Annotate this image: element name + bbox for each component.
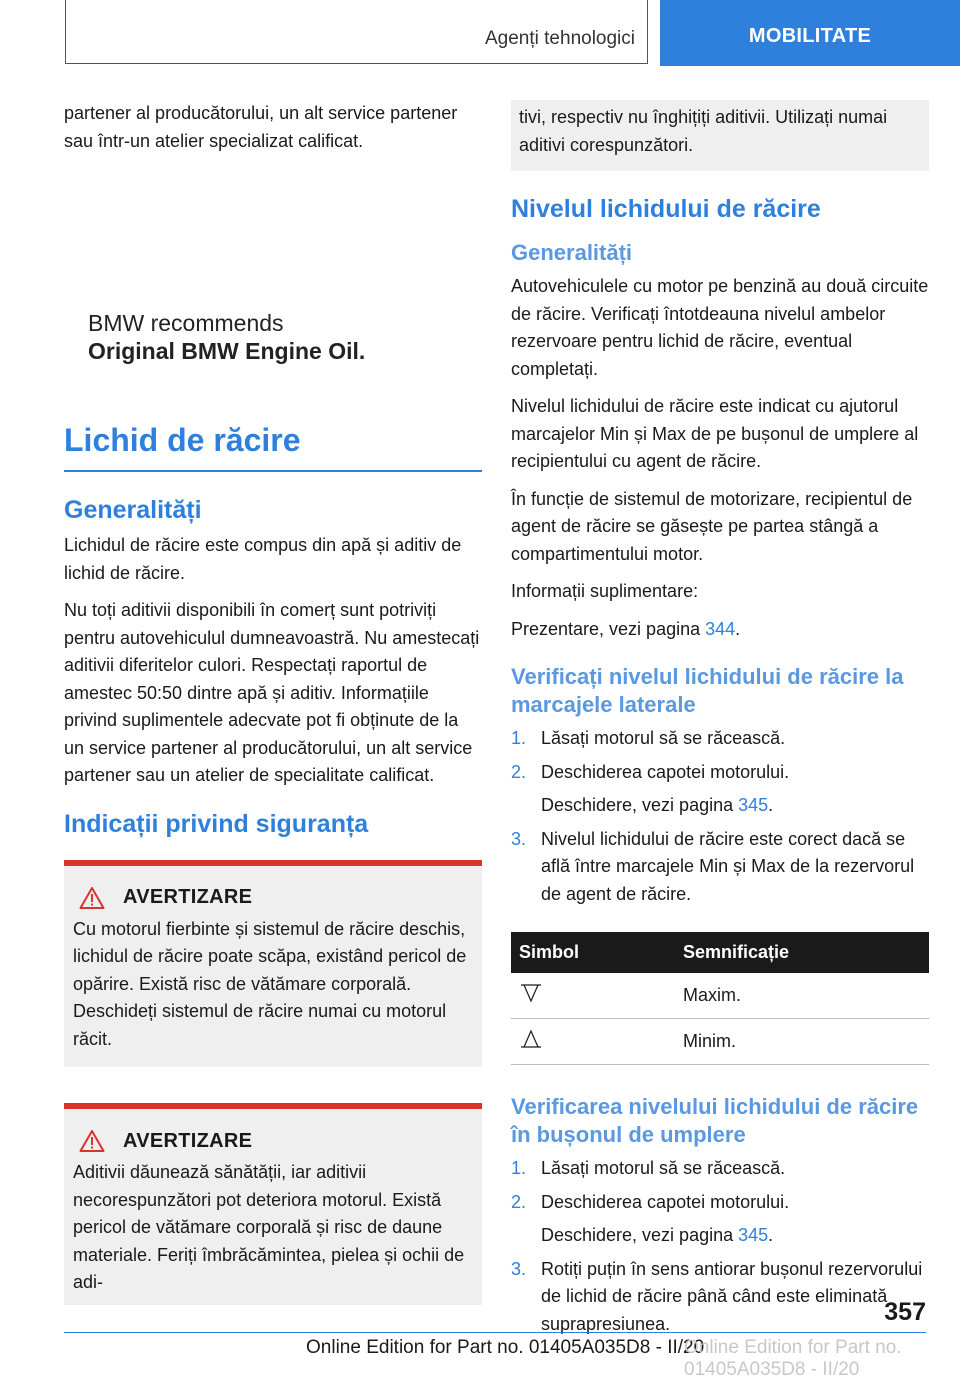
paragraph-composition: Lichidul de răcire este compus din apă și aditiv de lichid de răcire. <box>64 535 462 583</box>
paragraph-additives: Nu toți aditivii disponibili în comerț sunt potriviți pentru autovehiculul dumneavoastră. Nu amestecați aditivii diferitelor culori. Respectați raportul de amestec 50:50 dintre apă și aditiv. Informațiile privind suplimentele adecvate pot fi obținute de la un service partener al producătorului, un alt service partener sau un atelier de specialitate calificat. <box>64 600 480 785</box>
step-item: 1. Lăsați motorul să se răcească. <box>511 728 786 748</box>
page-link-345[interactable]: 345 <box>738 1225 769 1245</box>
subheading-coolant-level: Nivelul lichidului de răcire <box>511 195 821 223</box>
oil-advertisement <box>64 165 482 420</box>
header-chapter-tab[interactable]: MOBILITATE <box>660 0 960 66</box>
page-link-345[interactable]: 345 <box>738 795 769 815</box>
step-item: 1. Lăsați motorul să se răcească. <box>511 1158 786 1178</box>
subheading-cap-check: Verificarea nivelului lichidului de răcire în bușonul de umplere <box>511 1094 919 1147</box>
warning-box-2 <box>64 1103 482 1305</box>
warning-triangle-icon <box>79 1129 105 1153</box>
step-item: 3. Rotiți puțin în sens antiorar bușonul rezervorului de lichid de răcire până când este eliminată suprapresiunea. <box>511 1258 923 1334</box>
warning-text: Aditivii dăunează sănătății, iar aditivii necorespunzători pot deteriora motorul. Există pericol de vătămare corporală și risc de daune materiale. Feriți îmbrăcămintea, pielea și ochii de adi- <box>73 1162 465 1292</box>
warning-text: Cu motorul fierbinte și sistemul de răcire deschis, lichidul de răcire poate scăpa, existând pericol de opărire. Există risc de vătămare corporală. Deschideți sistemul de răcire numai cu motorul răcit. <box>73 918 467 1049</box>
section-heading: Lichid de răcire <box>64 422 301 458</box>
table-row <box>511 1019 929 1065</box>
header-section-title: Agenți tehnologici <box>485 28 635 49</box>
step-subnote: Deschidere, vezi pagina 345. <box>541 1225 774 1245</box>
paragraph-circuits: Autovehiculele cu motor pe benzină au două circuite de răcire. Verificați întotdeauna nivelul ambelor rezervoare pentru lichid de răcire, eventual completați. <box>511 276 929 379</box>
paragraph-info: Informații suplimentare: <box>511 581 699 601</box>
footer-watermark: Online Edition for Part no. 01405A035D8 - II/20 <box>684 1337 902 1380</box>
warning-triangle-icon <box>79 886 105 910</box>
table-cell-meaning: Minim. <box>675 1019 929 1065</box>
table-cell-meaning: Maxim. <box>675 973 929 1019</box>
paragraph-markings: Nivelul lichidului de răcire este indicat cu ajutorul marcajelor Min și Max de pe bușonul de umplere al recipientului cu agent de răcire. <box>511 396 919 471</box>
warning-box-1 <box>64 860 482 1068</box>
ad-line-2: Original BMW Engine Oil. <box>88 338 366 364</box>
step-item: 3. Nivelul lichidului de răcire este corect dacă se află între marcajele Min și Max de la rezervorul de agent de răcire. <box>511 828 915 904</box>
footer-edition: Online Edition for Part no. 01405A035D8 - II/20 <box>306 1337 705 1358</box>
step-subnote: Deschidere, vezi pagina 345. <box>541 795 774 815</box>
warning-title: AVERTIZARE <box>123 886 253 908</box>
subheading-general-right: Generalități <box>511 240 633 265</box>
continuation-text: tivi, respectiv nu înghițiți aditivii. Utilizați numai aditivi corespunzători. <box>519 107 888 155</box>
footer-divider <box>64 1332 926 1333</box>
table-row <box>511 973 929 1019</box>
step-item: 2. Deschiderea capotei motorului. <box>511 1191 790 1212</box>
symbol-table <box>511 932 929 1065</box>
page-number: 357 <box>884 1298 926 1326</box>
table-header-meaning: Semnificație <box>675 932 929 973</box>
warning-head <box>79 1129 472 1153</box>
subheading-lateral-check: Verificați nivelul lichidului de răcire la marcajele laterale <box>511 664 904 717</box>
step-item: 2. Deschiderea capotei motorului. <box>511 761 790 782</box>
max-mark-icon <box>519 982 543 1004</box>
section-heading-block <box>64 420 482 472</box>
page-link-344[interactable]: 344 <box>705 618 736 639</box>
left-column <box>64 100 482 1305</box>
paragraph-location: În funcție de sistemul de motorizare, recipientul de agent de răcire se găsește pe partea stângă a compartimentului motor. <box>511 488 913 564</box>
subheading-safety: Indicații privind siguranța <box>64 809 369 838</box>
intro-paragraph: partener al producătorului, un alt service partener sau într-un atelier specializat calificat. <box>64 103 458 151</box>
ad-line-1: BMW recommends <box>88 310 284 336</box>
warning-title: AVERTIZARE <box>123 1129 253 1152</box>
right-column <box>511 100 929 1344</box>
table-header-symbol: Simbol <box>511 932 675 973</box>
warning-continuation <box>511 100 929 171</box>
min-mark-icon <box>519 1028 543 1050</box>
subheading-general: Generalități <box>64 496 202 524</box>
paragraph-overview-ref: Prezentare, vezi pagina 344. <box>511 618 741 639</box>
warning-head <box>79 886 472 910</box>
